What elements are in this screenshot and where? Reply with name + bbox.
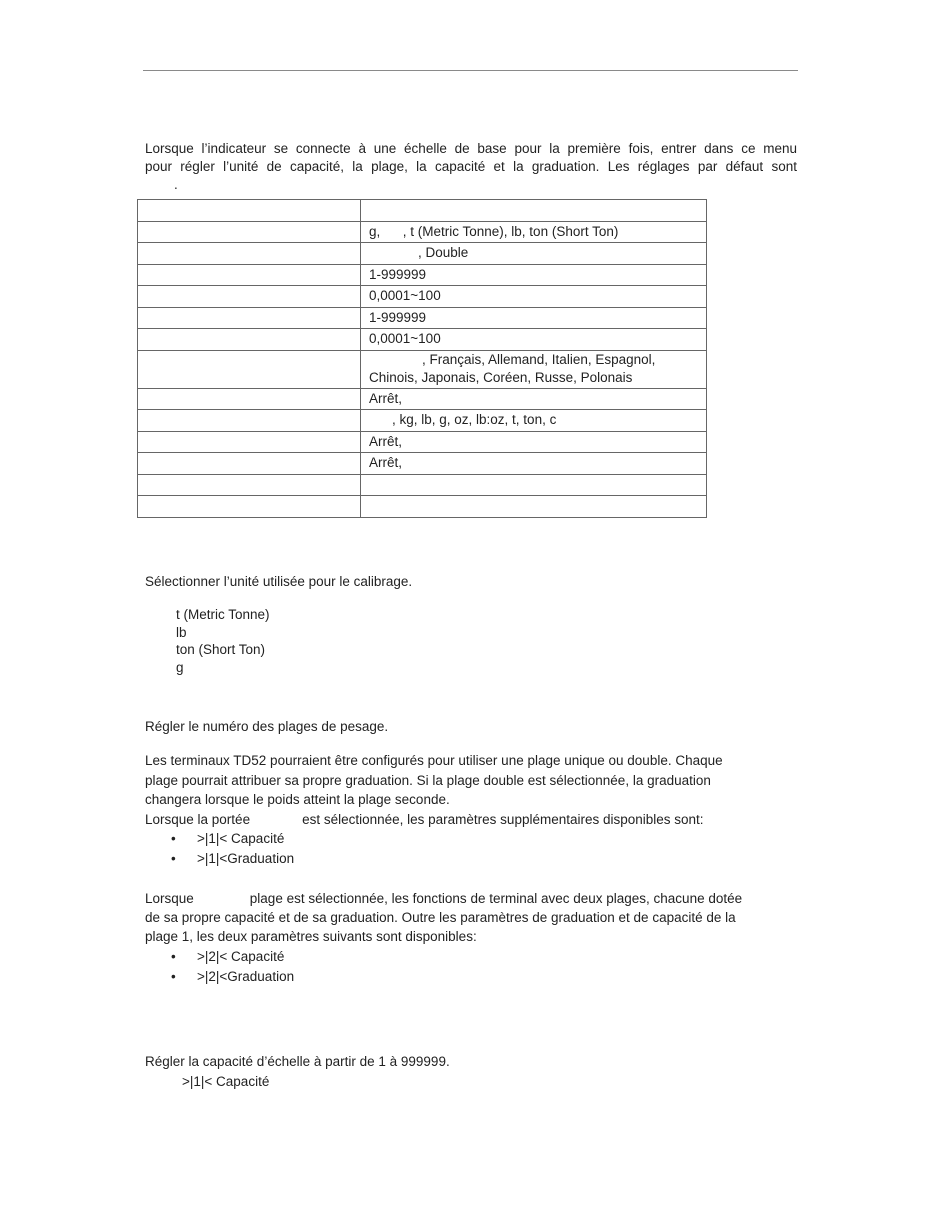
row-label [138,453,361,475]
row-value-line-2: Chinois, Japonais, Coréen, Russe, Polonais [369,370,633,385]
bullet-text: >|1|<Graduation [197,851,295,866]
bullet-icon: • [171,969,176,984]
row-value: Arrêt, [361,431,707,453]
row-label [138,200,361,222]
ranges-line-3: changera lorsque le poids atteint la plage seconde. [145,792,450,807]
table-row [138,410,707,432]
table-row [138,243,707,265]
row-value: g, , t (Metric Tonne), lb, ton (Short Ton) [361,221,707,243]
table-row [138,329,707,351]
units-description: Sélectionner l’unité utilisée pour le calibrage. [145,574,413,589]
row-label [138,243,361,265]
bullet-icon: • [171,851,176,866]
row-label [138,286,361,308]
list-item [168,829,294,849]
row-label [138,410,361,432]
row-value: , kg, lb, g, oz, lb:oz, t, ton, c [361,410,707,432]
table-row [138,221,707,243]
table-row [138,264,707,286]
table-row [138,286,707,308]
table-row [138,350,707,388]
double-range-line-2: de sa propre capacité et de sa graduation. Outre les paramètres de graduation et de capacité de la [145,910,736,925]
unit-option: lb [176,624,187,640]
row-value: 0,0001~100 [361,329,707,351]
row-value: 1-999999 [361,264,707,286]
row-value [361,496,707,518]
row-label [138,474,361,496]
table-row [138,496,707,518]
intro-line-1: Lorsque l’indicateur se connecte à une échelle de base pour la première fois, entrer dans ce menu [145,141,797,156]
bullet-text: >|2|< Capacité [197,949,285,964]
row-value [361,474,707,496]
row-label [138,388,361,410]
row-value: Arrêt, [361,453,707,475]
row-label [138,307,361,329]
intro-line-2: pour régler l’unité de capacité, la plage, la capacité et la graduation. Les réglages par défaut sont [145,159,797,174]
row-label [138,350,361,388]
bullet-text: >|1|< Capacité [197,831,285,846]
unit-option: t (Metric Tonne) [176,607,270,622]
row-label [138,431,361,453]
table-row [138,474,707,496]
intro-paragraph [145,140,797,194]
single-range-text-a: Lorsque la portée [145,811,251,827]
capacity-item: >|1|< Capacité [182,1074,270,1089]
double-range-bullets [168,947,294,987]
row-label [138,329,361,351]
ranges-line-1: Les terminaux TD52 pourraient être configurés pour utiliser une plage unique ou double. Chaque [145,753,723,768]
double-range-text-b: plage est sélectionnée, les fonctions de terminal avec deux plages, chacune dotée [249,891,743,906]
table-row [138,431,707,453]
bullet-text: >|2|<Graduation [197,969,295,984]
intro-line-3: . [174,177,178,192]
table-row [138,307,707,329]
ranges-description: Régler le numéro des plages de pesage. [145,719,389,734]
row-label [138,221,361,243]
bullet-icon: • [171,831,176,846]
header-rule [143,70,798,71]
unit-option: g [176,659,184,675]
ranges-line-2: plage pourrait attribuer sa propre graduation. Si la plage double est sélectionnée, la graduation [145,772,711,788]
list-item [168,849,294,869]
capacity-description: Régler la capacité d’échelle à partir de 1 à 999999. [145,1054,450,1069]
list-item [168,947,294,967]
row-label [138,264,361,286]
single-range-text-b: est sélectionnée, les paramètres supplémentaires disponibles sont: [302,811,704,827]
double-range-line-3: plage 1, les deux paramètres suivants sont disponibles: [145,929,477,944]
settings-table [137,199,707,518]
row-value [361,200,707,222]
ranges-paragraph [145,751,797,829]
row-label [138,496,361,518]
unit-option: ton (Short Ton) [176,642,266,657]
bullet-icon: • [171,949,176,964]
table-row [138,388,707,410]
single-range-bullets [168,829,294,869]
double-range-text-a: Lorsque [145,891,194,906]
single-range-line [145,810,797,830]
double-range-line-1 [145,889,797,908]
row-value-line-1: , Français, Allemand, Italien, Espagnol, [422,352,656,367]
row-value: Arrêt, [361,388,707,410]
row-value: 0,0001~100 [361,286,707,308]
table-row [138,200,707,222]
row-value: 1-999999 [361,307,707,329]
table-row [138,453,707,475]
row-value-multiline [361,350,707,388]
units-options-list [176,606,270,676]
row-value: , Double [361,243,707,265]
double-range-paragraph [145,889,797,946]
list-item [168,967,294,987]
